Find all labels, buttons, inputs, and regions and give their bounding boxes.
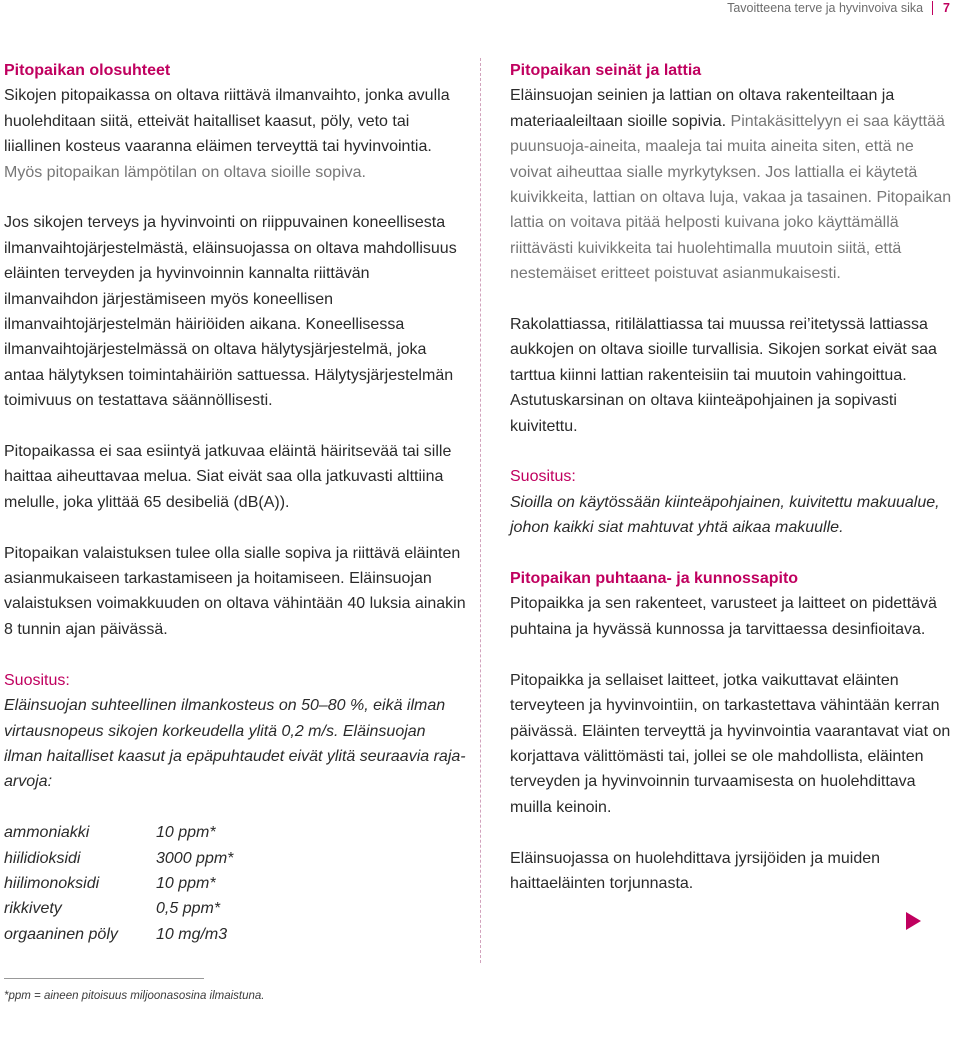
paragraph-lighting: Pitopaikan valaistuksen tulee olla sialle sopiva ja riittävä eläinten asianmukaiseen tarkastamiseen ja hoitamiseen. Eläinsuojan valaistuksen voimakkuuden on oltava vähintään 40 luksia ainakin 8 tunnin ajan päivässä. bbox=[4, 544, 466, 638]
header-separator bbox=[932, 1, 933, 15]
paragraph-pest-control: Eläinsuojassa on huolehdittava jyrsijöiden ja muiden haittaeläinten torjunnasta. bbox=[510, 849, 881, 892]
section-heading-olosuhteet: Pitopaikan olosuhteet bbox=[4, 62, 171, 79]
suggestion-text: Sioilla on käytössään kiinteäpohjainen, kuivitettu makuualue, johon kaikki siat mahtuvat yhtä aikaa makuulle. bbox=[510, 493, 940, 537]
paragraph-slatted-floor: Rakolattiassa, ritilälattiassa tai muussa rei’itetyssä lattiassa aukkojen on oltava sioille turvallisia. Sikojen sorkat eivät saa tarttua kiinni lattian rakenteisiin tai muutoin vahingoittua. Astutuskarsinan on oltava kiinteäpohjainen ja sopivasti kuivitettu. bbox=[510, 316, 937, 435]
limit-row bbox=[4, 871, 466, 896]
paragraph-cleaning: Pitopaikka ja sen rakenteet, varusteet ja laitteet on pidettävä puhtaina ja hyvässä kunnossa ja tarvittaessa desinfioitava. bbox=[510, 595, 937, 638]
right-column bbox=[510, 58, 955, 922]
intro-text: Sikojen pitopaikassa on oltava riittävä ilmanvaihto, jonka avulla huolehditaan siitä, etteivät haitalliset kaasut, pöly, veto tai liiallinen kosteus vaaranna eläimen terveyttä tai hyvinvointia. bbox=[4, 87, 450, 156]
running-title: Tavoitteena terve ja hyvinvoiva sika bbox=[727, 1, 924, 15]
intro-text-grey: Myös pitopaikan lämpötilan on oltava sioille sopiva. bbox=[4, 163, 366, 181]
section-heading-seinat-lattia: Pitopaikan seinät ja lattia bbox=[510, 62, 702, 79]
paragraph-ventilation: Jos sikojen terveys ja hyvinvointi on riippuvainen koneellisesta ilmanvaihtojärjestelmästä, eläinsuojassa on oltava mahdollisuus eläinten terveyden ja hyvinvoinnin kannalta riittävän ilmanvaihdon järjestämiseen myös koneellisen ilmanvaihtojärjestelmän häiriöiden aikana. Koneellisessa ilmanvaihtojärjestelmässä on oltava hälytysjärjestelmä, joka antaa hälytyksen toimintahäiriön sattuessa. Hälytysjärjestelmän toimivuus on testattava säännöllisesti. bbox=[4, 214, 457, 410]
paragraph-noise: Pitopaikassa ei saa esiintyä jatkuvaa eläintä häiritsevää tai sille haittaa aiheuttavaa melua. Siat eivät saa olla jatkuvasti alttiina melulle, joka ylittää 65 desibeliä (dB(A)). bbox=[4, 443, 452, 511]
triangle-right-icon bbox=[906, 912, 921, 930]
walls-text: Eläinsuojan seinien ja lattian on oltava rakenteiltaan ja materiaaleiltaan sioille sopivia. bbox=[510, 87, 895, 130]
limit-row bbox=[4, 820, 466, 845]
paragraph-walls-floor bbox=[510, 83, 955, 286]
footnote-rule bbox=[4, 978, 204, 979]
limit-row bbox=[4, 846, 466, 871]
page-number: 7 bbox=[943, 1, 950, 15]
column-divider bbox=[480, 58, 481, 963]
running-header bbox=[727, 0, 950, 16]
limit-value: 0,5 ppm* bbox=[156, 900, 221, 918]
suggestion-text: Eläinsuojan suhteellinen ilmankosteus on 50–80 %, eikä ilman virtausnopeus sikojen korkeudella ylitä 0,2 m/s. Eläinsuojan ilman haitalliset kaasut ja epäpuhtaudet eivät ylitä seuraavia raja-arvoja: bbox=[4, 697, 466, 791]
limits-table bbox=[4, 820, 466, 947]
intro-paragraph bbox=[4, 83, 466, 185]
limit-row bbox=[4, 896, 466, 921]
limit-value: 10 ppm* bbox=[156, 874, 216, 892]
left-column bbox=[4, 58, 466, 947]
limit-name: hiilidioksidi bbox=[4, 849, 81, 867]
footnote: *ppm = aineen pitoisuus miljoonasosina ilmaistuna. bbox=[4, 990, 265, 1002]
limit-name: ammoniakki bbox=[4, 824, 90, 842]
limit-value: 10 ppm* bbox=[156, 824, 216, 842]
suggestion-label: Suositus: bbox=[4, 671, 70, 689]
limit-name: hiilimonoksidi bbox=[4, 874, 100, 892]
limit-name: rikkivety bbox=[4, 900, 62, 918]
limit-row bbox=[4, 922, 466, 947]
limit-value: 3000 ppm* bbox=[156, 849, 234, 867]
suggestion-label: Suositus: bbox=[510, 468, 576, 486]
limit-name: orgaaninen pöly bbox=[4, 925, 118, 943]
paragraph-inspection: Pitopaikka ja sellaiset laitteet, jotka vaikuttavat eläinten terveyteen ja hyvinvointiin, on tarkastettava vähintään kerran päivässä. Eläinten terveyttä ja hyvinvointia vaarantavat viat on korjattava välittömästi tai, jollei se ole mahdollista, eläinten terveyden ja hyvinvoinnin turvaamisesta on huolehdittava muilla keinoin. bbox=[510, 671, 951, 816]
walls-text-grey: Pintakäsittelyyn ei saa käyttää puunsuoja-aineita, maaleja tai muita aineita siten, että ne voivat aiheuttaa sialle myrkytyksen. Jos lattialla ei käytetä kuivikkeita, lattian on oltava luja, vakaa ja tasainen. Pitopaikan lattia on voitava pitää helposti kuivana joko käyttämällä riittävästi kuivikkeita tai huolehtimalla muutoin siitä, että nestemäiset eritteet poistuvat asianmukaisesti. bbox=[510, 112, 952, 283]
section-heading-puhtaanapito: Pitopaikan puhtaana- ja kunnossapito bbox=[510, 570, 799, 588]
limit-value: 10 mg/m3 bbox=[156, 925, 228, 943]
